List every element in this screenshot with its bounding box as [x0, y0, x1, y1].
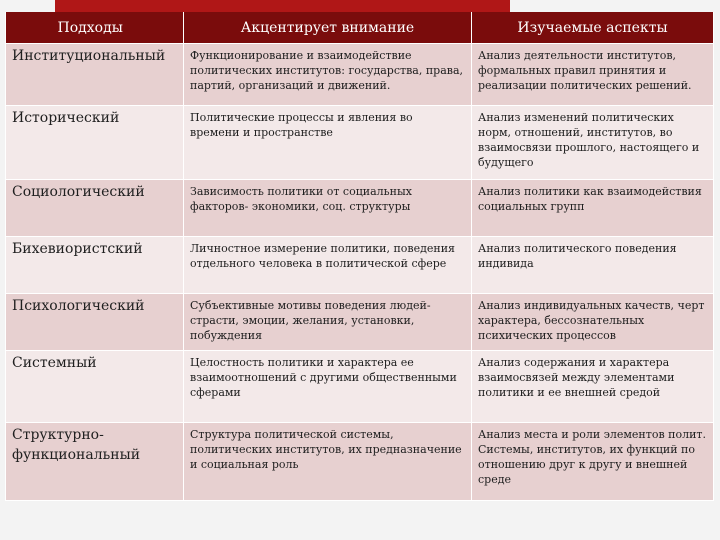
approach-name: Исторический: [6, 106, 184, 180]
top-accent-bar: [55, 0, 510, 12]
table-row: [6, 180, 714, 237]
approach-name: Социологический: [6, 180, 184, 237]
table-header-row: [6, 12, 714, 44]
approach-name: Бихевиористский: [6, 237, 184, 294]
header-approaches: Подходы: [6, 12, 184, 44]
approach-name: Системный: [6, 351, 184, 423]
approach-name: Структурно-функциональный: [6, 423, 184, 501]
focus-cell: Функционирование и взаимодействие политических институтов: государства, права, партий, организаций и движений.: [184, 44, 472, 106]
aspects-cell: Анализ политического поведения индивида: [472, 237, 714, 294]
focus-cell: Структура политической системы, политических институтов, их предназначение и социальная роль: [184, 423, 472, 501]
header-focus: Акцентирует внимание: [184, 12, 472, 44]
table-row: [6, 44, 714, 106]
approach-name: Психологический: [6, 294, 184, 351]
focus-cell: Субъективные мотивы поведения людей- страсти, эмоции, желания, установки, побуждения: [184, 294, 472, 351]
aspects-cell: Анализ содержания и характера взаимосвязей между элементами политики и ее внешней средой: [472, 351, 714, 423]
table-row: [6, 237, 714, 294]
aspects-cell: Анализ изменений политических норм, отношений, институтов, во взаимосвязи прошлого, настоящего и будущего: [472, 106, 714, 180]
aspects-cell: Анализ места и роли элементов полит. Системы, институтов, их функций по отношению друг к другу и внешней среде: [472, 423, 714, 501]
focus-cell: Политические процессы и явления во времени и пространстве: [184, 106, 472, 180]
table-row: [6, 351, 714, 423]
header-aspects: Изучаемые аспекты: [472, 12, 714, 44]
approach-name: Институциональный: [6, 44, 184, 106]
focus-cell: Личностное измерение политики, поведения отдельного человека в политической сфере: [184, 237, 472, 294]
aspects-cell: Анализ деятельности институтов, формальных правил принятия и реализации политических решений.: [472, 44, 714, 106]
table-row: [6, 294, 714, 351]
focus-cell: Зависимость политики от социальных факторов- экономики, соц. структуры: [184, 180, 472, 237]
focus-cell: Целостность политики и характера ее взаимоотношений с другими общественными сферами: [184, 351, 472, 423]
table-row: [6, 106, 714, 180]
aspects-cell: Анализ политики как взаимодействия социальных групп: [472, 180, 714, 237]
aspects-cell: Анализ индивидуальных качеств, черт характера, бессознательных психических процессов: [472, 294, 714, 351]
table-row: [6, 423, 714, 501]
approaches-table: [5, 12, 714, 501]
